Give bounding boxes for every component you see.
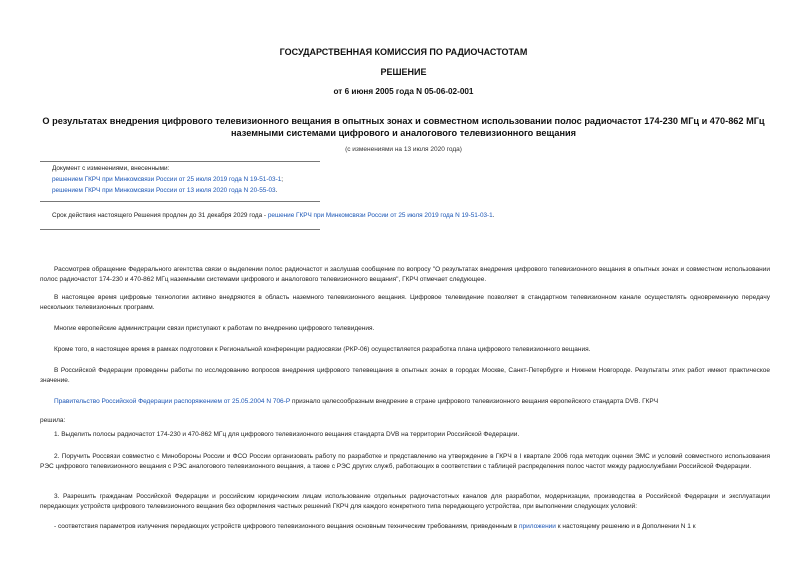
government-order-link[interactable]: Правительство Российской Федерации распоряжением от 25.05.2004 N 706-Р [54,398,291,405]
annex-link[interactable]: приложении [518,523,556,530]
decision-date-number: от 6 июня 2005 года N 05-06-02-001 [333,87,474,96]
amendment-link-2020[interactable]: решением ГКРЧ при Минкомсвязи России от 13 июля 2020 года N 20-55-03 [52,187,276,194]
amendment-link-2019[interactable]: решением ГКРЧ при Минкомсвязи России от 25 июля 2019 года N 19-51-03-1 [52,176,282,183]
amendment-note: (с изменениями на 13 июля 2020 года) [345,146,462,153]
paragraph-1: Рассмотрев обращение Федерального агентства связи о выделении полос радиочастот и заслушав сообщение по вопросу "О результатах внедрения цифрового телевизионного вещания в опытных зонах и совместном использовании полос радиочастот 174-230 и 470-862 МГц наземными системами цифрового и аналогового телевизионного вещания", ГКРЧ отмечает следующее. [40,266,770,283]
changes-item-2: решением ГКРЧ при Минкомсвязи России от 13 июля 2020 года N 20-55-03. [52,187,278,194]
document-title-line1: О результатах внедрения цифрового телевизионного вещания в опытных зонах и совместном использовании полос радиочастот 174-230 МГц и 470-862 МГц [42,116,765,126]
paragraph-4: Кроме того, в настоящее время в рамках подготовки к Региональной конференции радиосвязи (РКР-06) осуществляется разработка плана цифрового телевизионного вещания. [54,346,591,353]
paragraph-6: Правительство Российской Федерации распоряжением от 25.05.2004 N 706-Р признало целесообразным внедрение в стране цифрового телевизионного вещания европейского стандарта DVB. ГКРЧ [54,398,659,405]
decision-heading: РЕШЕНИЕ [380,67,427,77]
changes-intro: Документ с изменениями, внесенными: [52,165,170,172]
validity-link[interactable]: решение ГКРЧ при Минкомсвязи России от 25 июля 2019 года N 19-51-03-1 [267,212,493,219]
organization-heading: ГОСУДАРСТВЕННАЯ КОМИССИЯ ПО РАДИОЧАСТОТАМ [279,47,528,57]
validity-note: Срок действия настоящего Решения продлен до 31 декабря 2029 года - решение ГКРЧ при Минкомсвязи России от 25 июля 2019 года N 19-51-03-1. [52,212,495,219]
divider [40,161,320,162]
resolution-item-2: 2. Поручить Россвязи совместно с Минобороны России и ФСО России организовать работу по разработке и представлению на утверждение в ГКРЧ в I квартале 2006 года методик оценки ЭМС и условий совместного использования РЭС цифрового телевизионного вещания с РЭС аналогового телевизионного вещания, а также с РЭС других служб, работающих в соответствии с таблицей распределения полос частот между радиослужбами Российской Федерации. [40,453,770,470]
paragraph-5: В Российской Федерации проведены работы по исследованию вопросов внедрения цифрового телевещания в опытных зонах в городах Москве, Санкт-Петербурге и Нижнем Новгороде. Результаты этих работ имеют практическое значение. [40,367,770,384]
paragraph-2: В настоящее время цифровые технологии активно внедряются в область наземного телевизионного вещания. Цифровое телевидение позволяет в стандартном телевизионном канале осуществлять одновременную передачу нескольких телевизионных программ. [40,294,770,311]
resolution-item-3: 3. Разрешить гражданам Российской Федерации и российским юридическим лицам использование отдельных радиочастотных каналов для разработки, модернизации, производства в Российской Федерации и эксплуатации передающих устройств цифрового телевизионного вещания без оформления частных решений ГКРЧ для каждого конкретного типа передающего устройства, при выполнении следующих условий: [40,493,770,510]
paragraph-3: Многие европейские администрации связи приступают к работам по внедрению цифрового телевидения. [54,325,375,332]
resolution-item-1: 1. Выделить полосы радиочастот 174-230 и 470-862 МГц для цифрового телевизионного вещания стандарта DVB на территории Российской Федерации. [54,431,520,438]
changes-item-1: решением ГКРЧ при Минкомсвязи России от 25 июля 2019 года N 19-51-03-1; [52,176,284,183]
divider [40,201,320,202]
divider [40,229,320,230]
resolution-item-3a: - соответствия параметров излучения передающих устройств цифрового телевизионного вещания основным техническим требованиям, приведенным в приложении к настоящему решению и в Дополнении N 1 к [54,523,696,530]
document-title-line2: наземными системами цифрового и аналогового телевизионного вещания [230,128,577,138]
resolved-label: решила: [40,417,66,424]
document-title [0,115,807,139]
